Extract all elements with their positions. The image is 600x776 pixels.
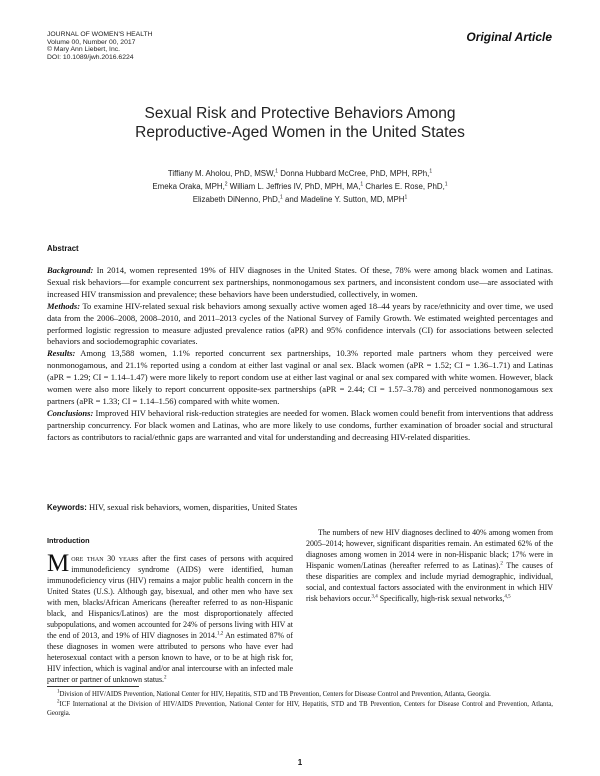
methods-label: Methods: bbox=[47, 300, 81, 311]
abstract-methods: Methods: To examine HIV-related sexual risk behaviors among sexually active women aged 18–44 years by race/ethnicity and over time, we used data from the 2006–2008, 2008–2010, and 2011–2013 cycles of the National Survey of Family Growth. We estimated weighted percentages and performed logistic regression to measure adjusted prevalence ratios (aPR) and 95% confidence intervals (CI) for associations between selected behaviors and sociodemographic covariates. bbox=[47, 300, 553, 347]
author-line: Tiffiany M. Aholou, PhD, MSW,$^1$ Donna Hubbard McCree, PhD, MPH, RPh,$^1$ bbox=[167, 168, 433, 178]
author-list bbox=[47, 167, 553, 207]
introduction-column-left bbox=[47, 550, 293, 685]
keywords-label: Keywords: bbox=[47, 503, 87, 512]
abstract-heading: Abstract bbox=[47, 244, 79, 253]
journal-name: JOURNAL OF WOMEN'S HEALTH bbox=[47, 31, 153, 38]
journal-doi[interactable]: DOI: 10.1089/jwh.2016.6224 bbox=[47, 54, 134, 62]
footnote-divider bbox=[47, 686, 139, 687]
introduction-paragraph: The numbers of new HIV diagnoses declined to 40% among women from 2005–2014; however, significant disparities remain. An estimated 62% of the diagnoses among women in 2014 were in non-Hispanic black; 17% were in Hispanic women/Latinas (hereafter referred to as Latinas).$^2$ The causes of these disparities are complex and include myriad demographic, individual, social, and contextual factors associated with the environment in which HIV risk behaviors occur.$^{3,4}$ Specifically, high-risk sexual networks,$^{4,5}$ bbox=[306, 528, 553, 603]
author-name: Emeka Oraka, MPH, bbox=[152, 182, 225, 192]
footnote: $^1$Division of HIV/AIDS Prevention, National Center for HIV, Hepatitis, STD and TB Prevention, Centers for Disease Control and Prevention, Atlanta, Georgia. bbox=[57, 689, 491, 698]
conclusions-label: Conclusions: bbox=[47, 407, 94, 418]
journal-meta bbox=[47, 31, 153, 62]
abstract-results: Results: Among 13,588 women, 1.1% reported concurrent sex partnerships, 10.3% reported male partners whom they perceived were nonmonogamous, and 21.1% reported using a condom at either last vaginal or anal sex. Black women (aPR = 1.52; CI = 1.36–1.71) and Latinas (aPR = 1.29; CI = 1.14–1.47) were more likely to report condom use at either last vaginal or anal sex compared with white women. However, black women were also more likely to report concurrent opposite-sex partnerships (aPR = 2.44; CI = 1.57–3.78) and perceived nonmonogamous sex partners (aPR = 1.33; CI = 1.14–1.56) compared with white women. bbox=[47, 348, 553, 406]
background-label: Background: bbox=[47, 265, 94, 275]
author-name: Elizabeth DiNenno, PhD, bbox=[192, 195, 281, 205]
article-title bbox=[47, 104, 553, 142]
affiliation-footnotes bbox=[47, 690, 553, 719]
author-line: Emeka Oraka, MPH,$^2$ William L. Jeffries IV, PhD, MPH, MA,$^1$ Charles E. Rose, PhD,$^1$ bbox=[152, 181, 448, 192]
author-name: and Madeline Y. Sutton, MD, MPH bbox=[285, 195, 405, 205]
results-label: Results: bbox=[47, 348, 76, 359]
introduction-heading: Introduction bbox=[47, 536, 90, 545]
author-name: Tiffiany M. Aholou, PhD, MSW, bbox=[167, 169, 276, 178]
introduction-column-right bbox=[306, 527, 553, 604]
keywords-text: HIV, sexual risk behaviors, women, disparities, United States bbox=[89, 502, 298, 512]
keywords bbox=[47, 502, 553, 512]
author-name: William L. Jeffries IV, PhD, MPH, MA, bbox=[229, 182, 361, 192]
page-number: 1 bbox=[297, 758, 303, 767]
article-title-line: Sexual Risk and Protective Behaviors Among bbox=[144, 105, 456, 122]
author-name: Charles E. Rose, PhD, bbox=[365, 182, 445, 192]
abstract-background: Background: In 2014, women represented 19% of HIV diagnoses in the United States. Of these, 78% were among black women and Latinas. Sexual risk behaviors—for example concurrent sex partnerships, nonmonogamous sex partners, and inconsistent condom use—are associated with increased HIV transmission and prevalence; these behaviors have been understudied, collectively, in women. bbox=[47, 265, 554, 299]
introduction-paragraph: More than 30 years after the first cases of persons with acquired immunodeficiency syndrome (AIDS) were identified, human immunodeficiency virus (HIV) remains a major public health concern in the United States (U.S.). Although gay, bisexual, and other men who have sex with men, blacks/African Americans (hereafter referred to as non-Hispanic black, and Hispanics/Latinos) are the most disproportionately affected subpopulations, and women accounted for 24% of persons living with HIV at the end of 2013, and 19% of HIV diagnoses in 2014.$^{1,2}$ An estimated 87% of these diagnoses in women were attributed to persons who have ever had heterosexual contact with a person known to have, or to be at high risk for, HIV infection, which is vaginal and/or anal intercourse with an infected male partner or partner of unknown status.$^2$ bbox=[47, 550, 293, 684]
journal-copyright: © Mary Ann Liebert, Inc. bbox=[47, 46, 121, 54]
author-name: Donna Hubbard McCree, PhD, MPH, RPh, bbox=[280, 169, 430, 178]
footnote: $^2$ICF International at the Division of HIV/AIDS Prevention, National Center for HIV, Hepatitis, STD and TB Prevention, Centers for Disease Control and Prevention, Atlanta, Georgia. bbox=[47, 699, 553, 718]
author-line: Elizabeth DiNenno, PhD,$^1$ and Madeline Y. Sutton, MD, MPH$^1$ bbox=[192, 194, 408, 205]
abstract-conclusions: Conclusions: Improved HIV behavioral risk-reduction strategies are needed for women. Black women could benefit from interventions that address partnership concurrency. For black women and Latinas, who are more likely to use condoms, further examination of broader social and structural factors as contributors to racial/ethnic gaps are warranted and vital for understanding and decreasing HIV-related disparities. bbox=[47, 407, 553, 442]
abstract-body bbox=[47, 265, 553, 444]
article-type-label: Original Article bbox=[466, 30, 552, 44]
drop-cap: M bbox=[47, 550, 70, 577]
journal-volume: Volume 00, Number 00, 2017 bbox=[47, 38, 136, 46]
article-title-line: Reproductive-Aged Women in the United States bbox=[135, 124, 465, 141]
